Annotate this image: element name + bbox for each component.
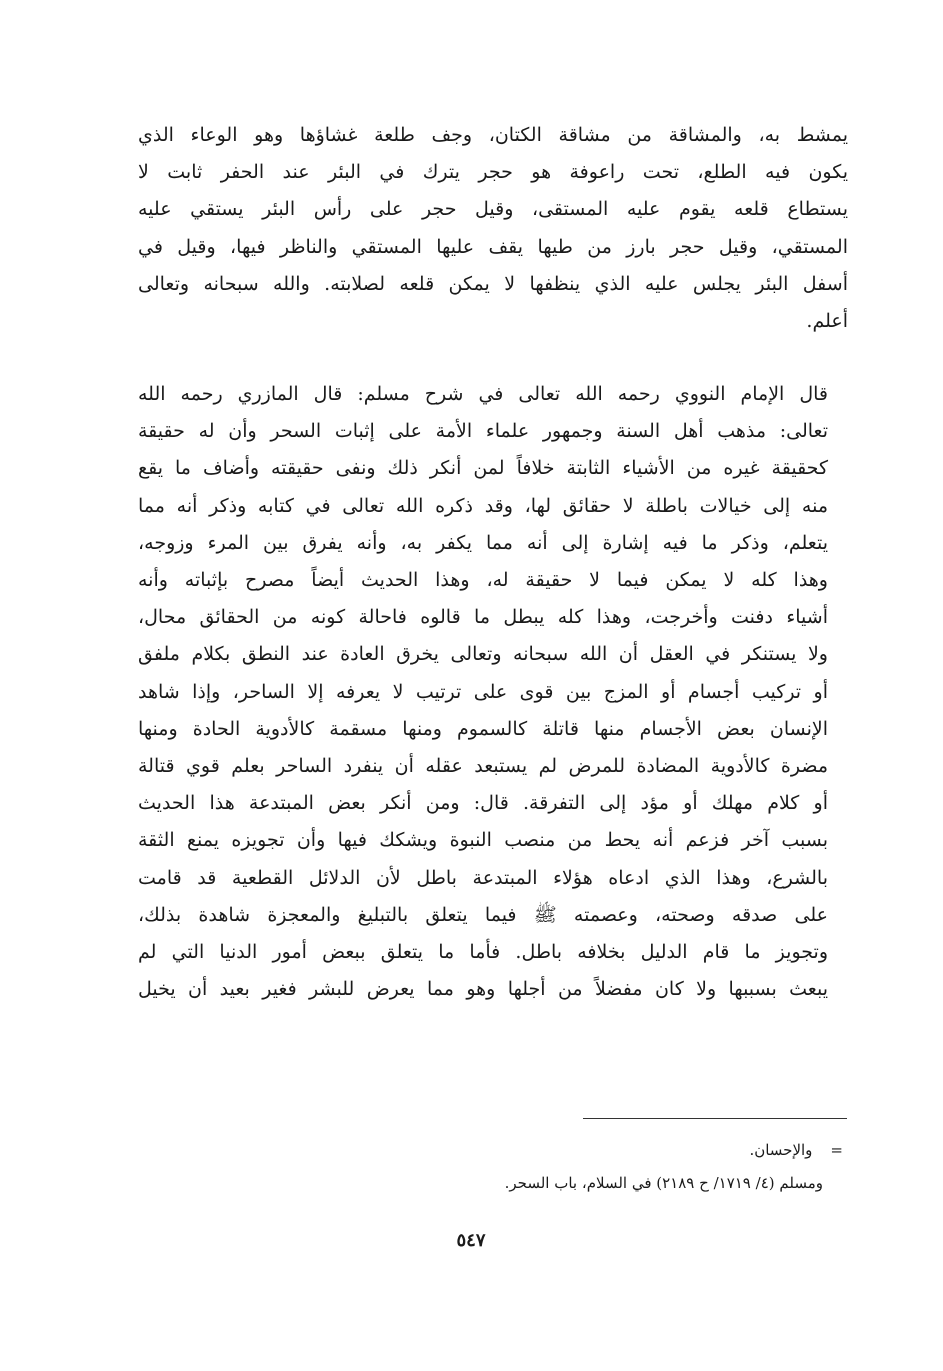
text-line: أو تركيب أجسام أو المزج بين قوى على ترتيب لا يعرفه إلا الساحر، وإذا شاهد	[138, 680, 828, 703]
text-line: بالشرع، وهذا الذي ادعاه هؤلاء المبتدعة باطل لأن الدلائل القطعية قد قامت	[138, 866, 828, 889]
text-line: كحقيقة غيره من الأشياء الثابتة خلافاً لمن أنكر ذلك ونفى حقيقته وأضاف ما يقع	[138, 457, 828, 480]
page-number: ٥٤٧	[456, 1230, 486, 1251]
text-line: وهذا كله لا يمكن فيما لا حقيقة له، وهذا الحديث أيضاً مصرح بإثباته وأنه	[138, 569, 828, 592]
text-line: أسفل البئر يجلس عليه الذي ينظفها لا يمكن قلعه لصلابته. والله سبحانه وتعالى	[138, 272, 848, 295]
text-line: يمشط به، والمشاقة من مشاقة الكتان، وجف طلعة غشاؤها وهو الوعاء الذي	[138, 124, 848, 146]
text-line: يبعث بسببها ولا كان مفضلاً من أجلها وهو مما يعرض للبشر فغير بعيد أن يخيل	[138, 978, 828, 1001]
footnote-text: والإحسان.	[749, 1141, 813, 1159]
text-line: ولا يستنكر في العقل أن الله سبحانه وتعالى يخرق العادة عند النطق بكلام ملفق	[138, 643, 828, 666]
text-line: المستقي، وقيل حجر بارز من طيها يقف عليها المستقي والناظر فيها، وقيل في	[138, 235, 848, 258]
footnote-separator	[583, 1118, 847, 1119]
text-line: يتعلم، وذكر ما فيه إشارة إلى أنه مما يكفر به، وأنه يفرق بين المرء وزوجه،	[138, 531, 828, 554]
footnotes	[300, 1134, 847, 1200]
text-line: يستطاع قلعه يقوم عليه المستقى، وقيل حجر على رأس البئر يستقي عليه	[138, 198, 848, 221]
text-line: أشياء دفنت وأخرجت، وهذا كله يبطل ما قالوه فاحالة كونه من الحقائق محال،	[138, 606, 828, 629]
text-line: بسبب آخر فزعم أنه يحط من منصب النبوة ويشكك فيها وأن تجويزه يمنع الثقة	[138, 829, 828, 852]
text-line: مضرة كالأدوية المضادة للمرض لم يستبعد عقله أن ينفرد الساحر بعلم قوي قتالة	[138, 755, 828, 778]
footnote-line: ومسلم (٤/ ١٧١٩/ ح ٢١٨٩) في السلام، باب السحر.	[504, 1174, 823, 1192]
text-line: وتجويز ما قام الدليل بخلافه باطل. فأما ما يتعلق ببعض أمور الدنيا التي لم	[138, 941, 828, 964]
text-line: على صدقه وصحته، وعصمته ﷺ فيما يتعلق بالتبليغ والمعجزة شاهدة بذلك،	[138, 903, 828, 926]
text-line: تعالى: مذهب أهل السنة وجمهور علماء الأمة على إثبات السحر وأن له حقيقة	[138, 420, 828, 443]
text-line: الإنسان بعض الأجسام منها قاتلة كالسموم ومنها مسقمة كالأدوية الحادة ومنها	[138, 717, 828, 740]
text-line: أعلم.	[806, 310, 848, 333]
text-line: يكون فيه الطلع، تحت راعوفة هو حجر يترك في البئر عند الحفر ثابت لا	[138, 161, 848, 184]
paragraph-1	[138, 117, 848, 340]
text-line: منه إلى خيالات باطلة لا حقائق لها، وقد ذكره الله تعالى في كتابه وذكر أنه مما	[138, 494, 828, 517]
footnote-continuation-marker: =	[830, 1141, 843, 1159]
paragraph-2	[138, 376, 848, 1008]
footnote-line	[300, 1134, 847, 1167]
text-line: قال الإمام النووي رحمه الله تعالى في شرح مسلم: قال المازري رحمه الله	[138, 383, 828, 405]
text-line: أو كلام مهلك أو مؤد إلى التفرقة. قال: ومن أنكر بعض المبتدعة هذا الحديث	[138, 792, 828, 815]
